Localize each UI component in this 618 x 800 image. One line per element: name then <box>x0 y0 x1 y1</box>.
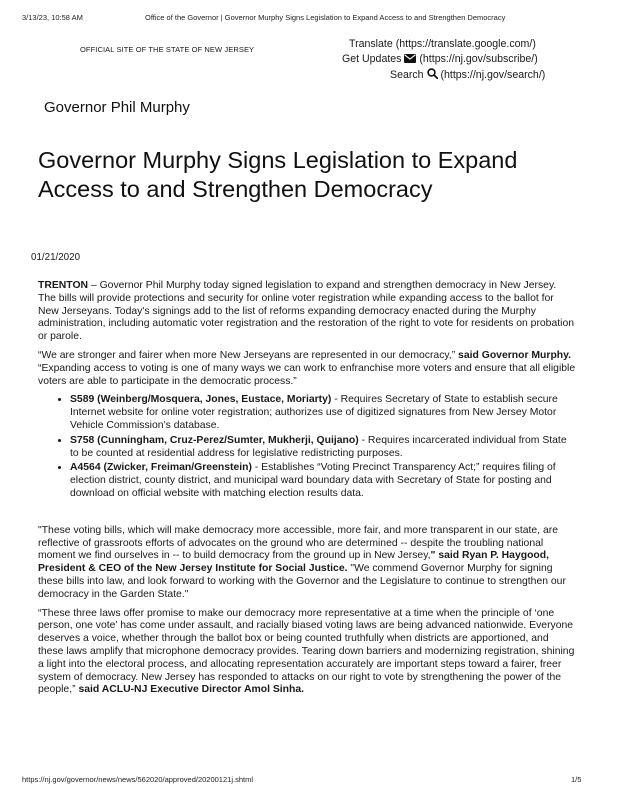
print-page-title: Office of the Governor | Governor Murphy Signs Legislation to Expand Access to and Strengthen Democracy <box>145 13 506 22</box>
bill-description: - Requires incarcerated individual from State to be counted at residential address for legislative redistricting purposes. <box>70 434 567 459</box>
site-brand[interactable]: Governor Phil Murphy <box>44 99 190 116</box>
get-updates-label: Get Updates <box>342 53 402 65</box>
aclu-quote-text: “These three laws offer promise to make our democracy more representative at a time when the principle of ‘one person, one vote’ has come under assault, and racially biased voting laws are being advanced nationwide. Everyone deserves a voice, whether through the ballot box or being counted truthfully when districts are apportioned, and these laws amplify that microphone democracy provides. Tearing down barriers and modernizing registration, shining a light into the electoral process, and allocating representation accurately are important steps toward a fairer, freer system of democracy. New Jersey has responded to attacks on our right to vote by strengthening the power of the people,” <box>38 607 575 696</box>
aclu-quote-attribution: said ACLU-NJ Executive Director Amol Sinha. <box>75 684 305 696</box>
translate-link[interactable]: Translate (https://translate.google.com/) <box>349 38 536 50</box>
article-date: 01/21/2020 <box>31 252 81 263</box>
dateline: TRENTON <box>38 280 89 291</box>
official-site-label: OFFICIAL SITE OF THE STATE OF NEW JERSEY <box>80 45 255 54</box>
bill-item <box>70 394 576 432</box>
envelope-icon <box>404 54 416 63</box>
print-page-number: 1/5 <box>571 775 582 784</box>
haygood-quote-attribution: " said Ryan P. Haygood, President & CEO of the New Jersey Institute for Social Justice. <box>38 550 550 575</box>
search-icon <box>427 68 438 79</box>
aclu-quote <box>38 608 576 698</box>
print-datetime: 3/13/23, 10:58 AM <box>22 13 83 22</box>
article-body <box>38 280 576 703</box>
haygood-quote-part1: "These voting bills, which will make democracy more accessible, more fair, and more transparent in our state, are reflective of grassroots efforts of advocates on the ground who are determined -- despite the troubling national moment we find ourselves in -- to build democracy from the ground up in New Jersey, <box>38 524 558 562</box>
intro-text: – Governor Phil Murphy today signed legislation to expand and strengthen democracy in New Jersey. The bills will provide protections and security for online voter registration while expanding access to the ballot for New Jerseyans. Today's signings add to the list of reforms expanding democracy enacted during the Murphy administration, including automatic voter registration and the restoration of the right to vote for residents on probation or parole. <box>38 280 574 343</box>
bill-id: A4564 (Zwicker, Freiman/Greenstein) <box>70 462 252 474</box>
governor-quote-attribution: said Governor Murphy. <box>455 349 572 361</box>
search-link[interactable] <box>390 68 545 81</box>
haygood-quote-part2: "We commend Governor Murphy for signing these bills into law, and look forward to working with the Governor and the Legislature to continue to strengthen our democracy in the Garden State." <box>38 563 566 600</box>
intro-paragraph <box>38 280 576 344</box>
governor-quote <box>38 350 576 388</box>
bill-list <box>38 394 576 500</box>
print-footer-url: https://nj.gov/governor/news/news/562020/approved/20200121j.shtml <box>22 775 253 784</box>
governor-quote-part2: “Expanding access to voting is one of many ways we can work to enfranchise more voters and ensure that all eligible voters are able to participate in the democratic process.” <box>38 362 576 387</box>
bill-item <box>70 462 576 500</box>
bill-item <box>70 435 576 461</box>
get-updates-link[interactable] <box>342 53 538 65</box>
bill-description: - Establishes “Voting Precinct Transparency Act;” requires filing of election district, county district, and municipal ward boundary data with Secretary of State for posting and download on official website with matching election results data. <box>70 462 556 499</box>
section-spacer <box>38 503 576 525</box>
get-updates-url: (https://nj.gov/subscribe/) <box>419 53 538 65</box>
bill-description: - Requires Secretary of State to establish secure Internet website for online voter registration; authorizes use of digitized signatures from New Jersey Motor Vehicle Commission’s database. <box>70 394 558 431</box>
haygood-quote <box>38 525 576 602</box>
search-url: (https://nj.gov/search/) <box>440 69 546 81</box>
bill-id: S758 (Cunningham, Cruz-Perez/Sumter, Mukherji, Quijano) <box>70 434 359 446</box>
article-headline: Governor Murphy Signs Legislation to Expand Access to and Strengthen Democracy <box>38 147 518 202</box>
governor-quote-part1: “We are stronger and fairer when more New Jerseyans are represented in our democracy,” <box>38 349 456 361</box>
search-label: Search <box>390 69 424 81</box>
bill-id: S589 (Weinberg/Mosquera, Jones, Eustace, Moriarty) <box>70 394 332 406</box>
